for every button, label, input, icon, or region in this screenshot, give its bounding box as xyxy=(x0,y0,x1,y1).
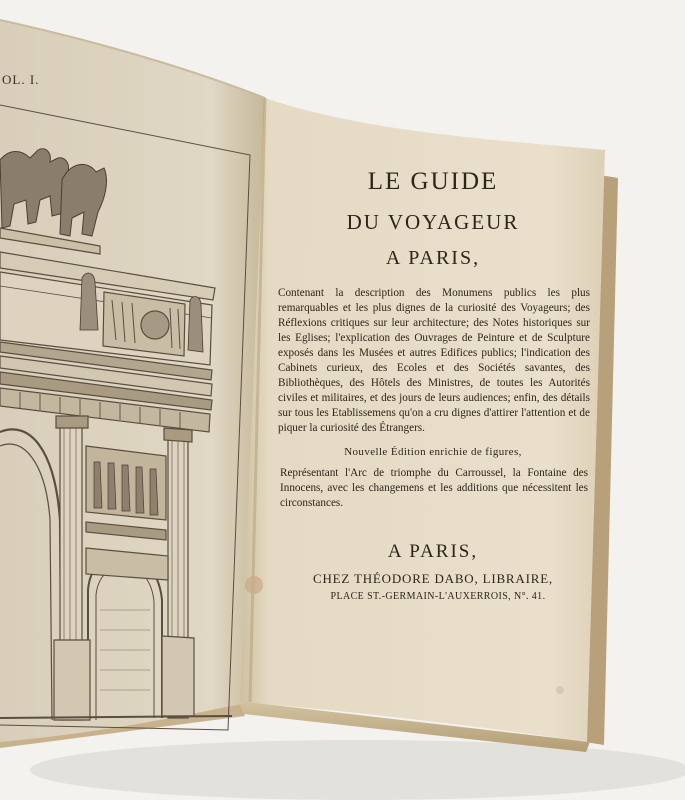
description-paragraph: Contenant la description des Monumens publics les plus remarquables et les plus dignes de la curiosité des Voyageurs; des Réflexions critiques sur leur architecture; des Notes historiques sur les Eglises; l'explication des Ouvrages de Peinture et de Sculpture exposés dans les Musées et autres Edifices publics; l'indication des Cabinets curieux, des Ecoles et des Sociétés savantes, des Bibliothèques, des Hôtels des Ministres, de toutes les Autorités civiles et militaires, et des jours de leurs audiences; enfin, des détails sur tous les Etablissemens qu'on a cru dignes d'attirer l'attention et de piquer la curiosité des Étrangers. xyxy=(278,287,590,434)
running-head: OL. I. xyxy=(2,72,40,87)
title-line-3: A PARIS, xyxy=(385,247,481,269)
edition-line: Nouvelle Édition enrichie de figures, xyxy=(344,446,522,458)
title-line-2: DU VOYAGEUR xyxy=(346,210,520,234)
title-line-1: LE GUIDE xyxy=(367,168,499,195)
publisher-line: CHEZ THÉODORE DABO, LIBRAIRE, xyxy=(313,571,553,586)
title-page xyxy=(258,160,608,602)
imprint-city: A PARIS, xyxy=(387,541,479,562)
address-line: PLACE ST.-GERMAIN-L'AUXERROIS, N°. 41. xyxy=(330,591,546,602)
figures-paragraph: Représentant l'Arc de triomphe du Carroussel, la Fontaine des Innocens, avec les changemens et les additions que nécessitent les circonstances. xyxy=(280,467,588,509)
